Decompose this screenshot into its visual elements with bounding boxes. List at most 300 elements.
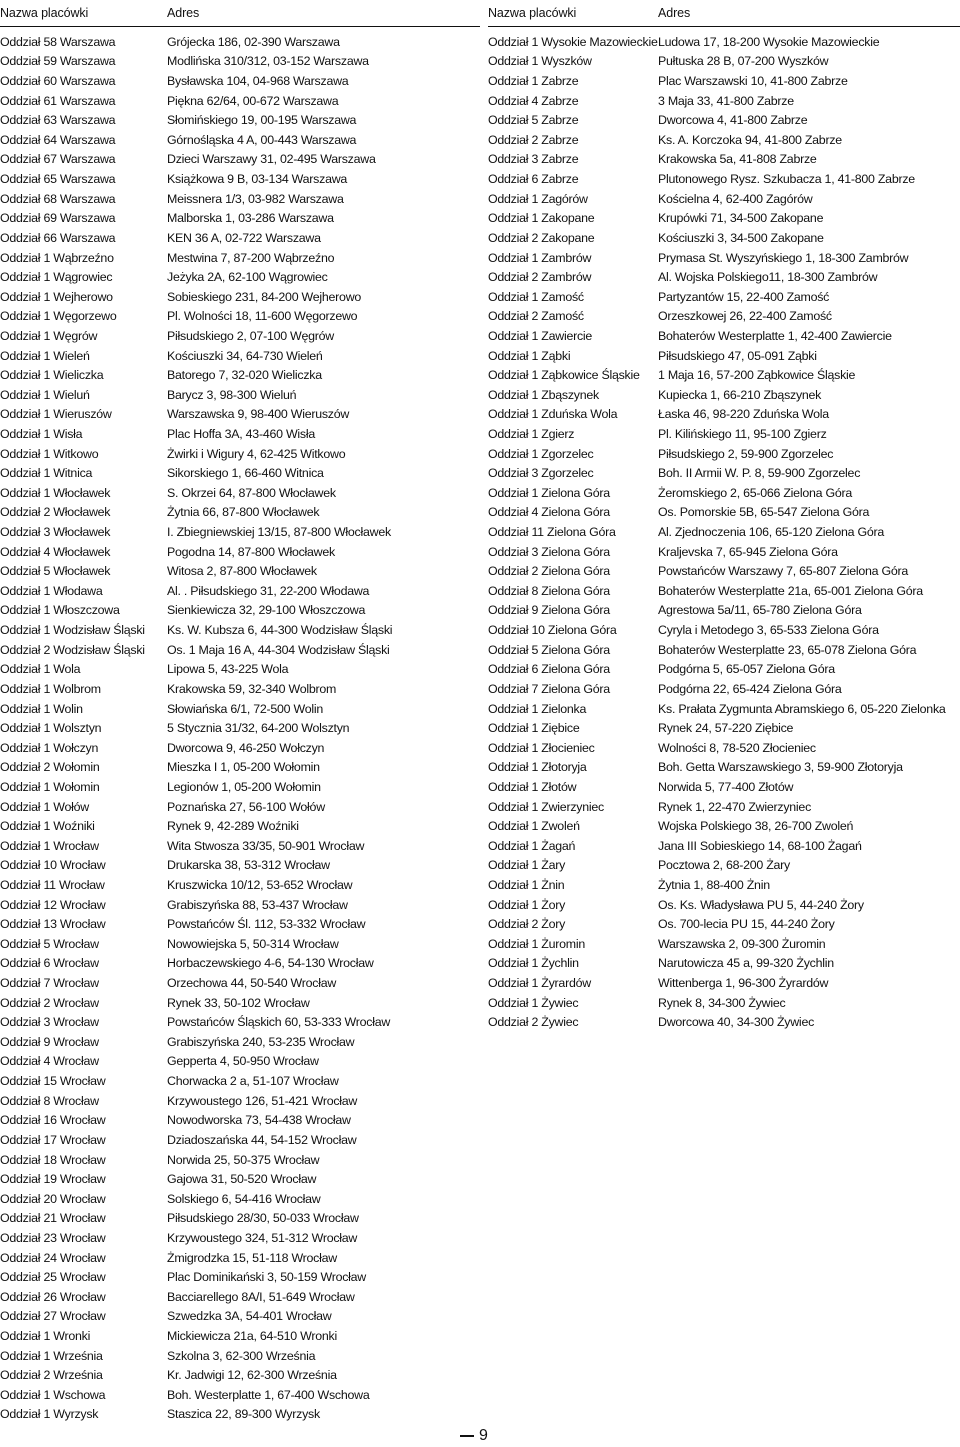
branch-address: Książkowa 9 B, 03-134 Warszawa xyxy=(167,172,348,187)
table-row xyxy=(0,1385,480,1405)
branch-address: Partyzantów 15, 22-400 Zamość xyxy=(658,289,830,304)
branch-address: Narutowicza 45 a, 99-320 Żychlin xyxy=(658,956,834,971)
table-row xyxy=(0,1267,480,1287)
branch-name: Oddział 2 Zabrze xyxy=(488,132,579,147)
table-row xyxy=(488,542,960,562)
table-row xyxy=(0,1189,480,1209)
branch-name: Oddział 24 Wrocław xyxy=(0,1250,106,1265)
branch-name: Oddział 1 Żory xyxy=(488,897,566,912)
table-row xyxy=(0,561,480,581)
branch-address: Podgórna 5, 65-057 Zielona Góra xyxy=(658,662,835,677)
branch-name: Oddział 1 Wronki xyxy=(0,1329,91,1344)
page-footer xyxy=(460,1427,488,1445)
branch-address: Pułtuska 28 B, 07-200 Wyszków xyxy=(658,54,829,69)
branch-address: Cyryla i Metodego 3, 65-533 Zielona Góra xyxy=(658,623,879,638)
branch-name: Oddział 13 Wrocław xyxy=(0,917,106,932)
branch-address: Agrestowa 5a/11, 65-780 Zielona Góra xyxy=(658,603,862,618)
branch-address: Gajowa 31, 50-520 Wrocław xyxy=(167,1172,317,1187)
branch-address: Norwida 25, 50-375 Wrocław xyxy=(167,1152,320,1167)
branch-address: Rynek 1, 22-470 Zwierzyniec xyxy=(658,799,812,814)
table-row xyxy=(488,444,960,464)
branch-address: Rynek 24, 57-220 Ziębice xyxy=(658,721,794,736)
branch-name: Oddział 3 Wrocław xyxy=(0,1015,99,1030)
table-row xyxy=(488,346,960,366)
table-row xyxy=(0,405,480,425)
branch-address: Batorego 7, 32-020 Wieliczka xyxy=(167,368,322,383)
branch-name: Oddział 10 Zielona Góra xyxy=(488,623,617,638)
branch-name: Oddział 1 Żychlin xyxy=(488,956,579,971)
branch-address: Kościelna 4, 62-400 Zagórów xyxy=(658,191,813,206)
footer-dash xyxy=(460,1435,474,1437)
table-row xyxy=(0,581,480,601)
branch-address: 5 Stycznia 31/32, 64-200 Wolsztyn xyxy=(167,721,350,736)
table-row xyxy=(0,424,480,444)
branch-address: Grabiszyńska 240, 53-235 Wrocław xyxy=(167,1034,355,1049)
branch-name: Oddział 1 Wieleń xyxy=(0,348,90,363)
table-row xyxy=(488,189,960,209)
branch-name: Oddział 1 Ząbkowice Śląskie xyxy=(488,368,640,383)
branch-name: Oddział 1 Woźniki xyxy=(0,819,95,834)
table-row xyxy=(488,856,960,876)
table-row xyxy=(0,326,480,346)
branch-name: Oddział 64 Warszawa xyxy=(0,132,116,147)
branch-address: Warszawska 2, 09-300 Żuromin xyxy=(658,936,826,951)
branch-address: Piłsudskiego 47, 05-091 Ząbki xyxy=(658,348,817,363)
right-table-body xyxy=(488,27,960,1032)
branch-address: Kr. Jadwigi 12, 62-300 Września xyxy=(167,1368,337,1383)
branch-name: Oddział 12 Wrocław xyxy=(0,897,106,912)
branch-address: Ks. Prałata Zygmunta Abramskiego 6, 05-220 Zielonka xyxy=(658,701,946,716)
branch-address: Sobieskiego 231, 84-200 Wejherowo xyxy=(167,289,362,304)
branch-name: Oddział 2 Wołomin xyxy=(0,760,100,775)
left-column xyxy=(0,0,480,1424)
branch-name: Oddział 1 Wieruszów xyxy=(0,407,112,422)
branch-address: Lipowa 5, 43-225 Wola xyxy=(167,662,289,677)
table-row xyxy=(0,914,480,934)
table-row xyxy=(0,483,480,503)
table-row xyxy=(488,993,960,1013)
branch-name: Oddział 63 Warszawa xyxy=(0,113,116,128)
branch-address: Kościuszki 3, 34-500 Zakopane xyxy=(658,230,824,245)
branch-name: Oddział 61 Warszawa xyxy=(0,93,116,108)
table-row xyxy=(488,150,960,170)
branch-address: Bysławska 104, 04-968 Warszawa xyxy=(167,74,349,89)
branch-address: Żeromskiego 2, 65-066 Zielona Góra xyxy=(658,485,852,500)
table-row xyxy=(488,836,960,856)
table-row xyxy=(488,581,960,601)
branch-name: Oddział 68 Warszawa xyxy=(0,191,116,206)
branch-name: Oddział 1 Wolin xyxy=(0,701,83,716)
branch-name: Oddział 1 Wrocław xyxy=(0,838,99,853)
table-row xyxy=(488,91,960,111)
table-row xyxy=(0,934,480,954)
branch-address: Bacciarellego 8A/I, 51-649 Wrocław xyxy=(167,1289,355,1304)
table-row xyxy=(0,52,480,72)
table-row xyxy=(0,777,480,797)
table-row xyxy=(488,248,960,268)
branch-name: Oddział 1 Żagań xyxy=(488,838,576,853)
table-row xyxy=(0,699,480,719)
table-row xyxy=(488,718,960,738)
branch-name: Oddział 1 Wodzisław Śląski xyxy=(0,623,145,638)
table-row xyxy=(0,110,480,130)
branch-address: Łaska 46, 98-220 Zduńska Wola xyxy=(658,407,829,422)
branch-name: Oddział 6 Wrocław xyxy=(0,956,99,971)
table-row xyxy=(488,32,960,52)
branch-name: Oddział 1 Wolbrom xyxy=(0,681,101,696)
table-row xyxy=(488,973,960,993)
table-row xyxy=(0,718,480,738)
branch-name: Oddział 1 Zakopane xyxy=(488,211,595,226)
branch-name: Oddział 1 Wysokie Mazowieckie xyxy=(488,34,658,49)
branch-address: Kraljevska 7, 65-945 Zielona Góra xyxy=(658,544,838,559)
branch-name: Oddział 1 Wyszków xyxy=(488,54,592,69)
branch-address: Witosa 2, 87-800 Włocławek xyxy=(167,564,317,579)
table-row xyxy=(488,777,960,797)
branch-name: Oddział 1 Włodawa xyxy=(0,583,103,598)
table-row xyxy=(488,424,960,444)
table-row xyxy=(488,522,960,542)
branch-name: Oddział 17 Wrocław xyxy=(0,1132,106,1147)
table-row xyxy=(0,1326,480,1346)
table-row xyxy=(0,738,480,758)
branch-address: Norwida 5, 77-400 Złotów xyxy=(658,779,794,794)
table-row xyxy=(488,267,960,287)
branch-name: Oddział 3 Włocławek xyxy=(0,525,111,540)
table-row xyxy=(0,973,480,993)
branch-address: Gepperta 4, 50-950 Wrocław xyxy=(167,1054,319,1069)
table-row xyxy=(0,542,480,562)
branch-name: Oddział 1 Węgrów xyxy=(0,328,98,343)
branch-name: Oddział 1 Wisła xyxy=(0,426,83,441)
branch-name: Oddział 1 Wieluń xyxy=(0,387,90,402)
branch-address: Górnośląska 4 A, 00-443 Warszawa xyxy=(167,132,357,147)
table-row xyxy=(488,463,960,483)
branch-address: Powstańców Śl. 112, 53-332 Wrocław xyxy=(167,917,366,932)
table-row xyxy=(0,189,480,209)
branch-address: Dzieci Warszawy 31, 02-495 Warszawa xyxy=(167,152,376,167)
branch-address: Szkolna 3, 62-300 Września xyxy=(167,1348,316,1363)
branch-address: Krzywoustego 126, 51-421 Wrocław xyxy=(167,1093,358,1108)
table-row xyxy=(0,503,480,523)
branch-address: Żmigrodzka 15, 51-118 Wrocław xyxy=(167,1250,337,1265)
branch-address: Krakowska 5a, 41-808 Zabrze xyxy=(658,152,817,167)
branch-name: Oddział 5 Zabrze xyxy=(488,113,579,128)
table-row xyxy=(0,169,480,189)
branch-name: Oddział 20 Wrocław xyxy=(0,1191,106,1206)
branch-address: Dworcowa 4, 41-800 Zabrze xyxy=(658,113,808,128)
branch-name: Oddział 1 Ziębice xyxy=(488,721,580,736)
branch-address: Barycz 3, 98-300 Wieluń xyxy=(167,387,297,402)
table-row xyxy=(0,385,480,405)
branch-address: Os. 1 Maja 16 A, 44-304 Wodzisław Śląski xyxy=(167,642,390,657)
table-row xyxy=(0,836,480,856)
table-row xyxy=(488,620,960,640)
branch-address: Mieszka I 1, 05-200 Wołomin xyxy=(167,760,320,775)
branch-name: Oddział 2 Zambrów xyxy=(488,270,592,285)
table-row xyxy=(488,110,960,130)
branch-address: I. Zbiegniewskiej 13/15, 87-800 Włocławek xyxy=(167,525,391,540)
branch-address: Al. . Piłsudskiego 31, 22-200 Włodawa xyxy=(167,583,370,598)
branch-name: Oddział 1 Złocieniec xyxy=(488,740,595,755)
branch-address: Ks. A. Korczoka 94, 41-800 Zabrze xyxy=(658,132,842,147)
table-row xyxy=(0,640,480,660)
table-row xyxy=(488,640,960,660)
table-row xyxy=(488,326,960,346)
branch-name: Oddział 1 Włocławek xyxy=(0,485,111,500)
branch-address: Mickiewicza 21a, 64-510 Wronki xyxy=(167,1329,337,1344)
branch-address: 3 Maja 33, 41-800 Zabrze xyxy=(658,93,794,108)
table-row xyxy=(488,914,960,934)
table-row xyxy=(488,1012,960,1032)
branch-name: Oddział 1 Złotoryja xyxy=(488,760,587,775)
branch-name: Oddział 1 Wyrzysk xyxy=(0,1407,99,1422)
table-row xyxy=(488,816,960,836)
branch-name: Oddział 1 Wolsztyn xyxy=(0,721,102,736)
table-row xyxy=(0,1071,480,1091)
table-row xyxy=(0,444,480,464)
table-row xyxy=(0,1287,480,1307)
branch-name: Oddział 1 Żywiec xyxy=(488,995,579,1010)
branch-address: Al. Wojska Polskiego11, 18-300 Zambrów xyxy=(658,270,878,285)
table-row xyxy=(0,1150,480,1170)
branch-address: Wojska Polskiego 38, 26-700 Zwoleń xyxy=(658,819,854,834)
branch-address: Os. Pomorskie 5B, 65-547 Zielona Góra xyxy=(658,505,870,520)
branch-address: Staszica 22, 89-300 Wyrzysk xyxy=(167,1407,320,1422)
branch-name: Oddział 6 Zabrze xyxy=(488,172,579,187)
branch-name: Oddział 2 Zakopane xyxy=(488,230,595,245)
branch-name: Oddział 60 Warszawa xyxy=(0,74,116,89)
branch-name: Oddział 27 Wrocław xyxy=(0,1309,106,1324)
table-row xyxy=(0,1405,480,1425)
branch-name: Oddział 26 Wrocław xyxy=(0,1289,106,1304)
branch-address: Jana III Sobieskiego 14, 68-100 Żagań xyxy=(658,838,862,853)
branch-name: Oddział 1 Wola xyxy=(0,662,81,677)
table-row xyxy=(488,895,960,915)
table-row xyxy=(0,1130,480,1150)
branch-address: Orzeszkowej 26, 22-400 Zamość xyxy=(658,309,832,324)
branch-name: Oddział 1 Wieliczka xyxy=(0,368,104,383)
table-row xyxy=(0,993,480,1013)
branch-address: Orzechowa 44, 50-540 Wrocław xyxy=(167,976,337,991)
branch-address: Nowowiejska 5, 50-314 Wrocław xyxy=(167,936,339,951)
branch-name: Oddział 1 Złotów xyxy=(488,779,577,794)
branch-name: Oddział 1 Zwoleń xyxy=(488,819,580,834)
branch-address: Plac Hoffa 3A, 43-460 Wisła xyxy=(167,426,315,441)
branch-address: Warszawska 9, 98-400 Wieruszów xyxy=(167,407,350,422)
branch-address: Podgórna 22, 65-424 Zielona Góra xyxy=(658,681,842,696)
branch-name: Oddział 1 Ząbki xyxy=(488,348,571,363)
branch-address: Krupówki 71, 34-500 Zakopane xyxy=(658,211,824,226)
branch-name: Oddział 3 Zielona Góra xyxy=(488,544,610,559)
branch-address: Pl. Wolności 18, 11-600 Węgorzewo xyxy=(167,309,358,324)
table-row xyxy=(488,169,960,189)
branch-name: Oddział 1 Zambrów xyxy=(488,250,592,265)
table-row xyxy=(0,522,480,542)
branch-address: 1 Maja 16, 57-200 Ząbkowice Śląskie xyxy=(658,368,856,383)
branch-address: Słowiańska 6/1, 72-500 Wolin xyxy=(167,701,324,716)
branch-address: S. Okrzei 64, 87-800 Włocławek xyxy=(167,485,336,500)
table-row xyxy=(0,248,480,268)
branch-address: Grójecka 186, 02-390 Warszawa xyxy=(167,34,340,49)
branch-name: Oddział 65 Warszawa xyxy=(0,172,116,187)
branch-name: Oddział 2 Zielona Góra xyxy=(488,564,610,579)
table-row xyxy=(0,1228,480,1248)
branch-name: Oddział 1 Wejherowo xyxy=(0,289,113,304)
branch-name: Oddział 9 Zielona Góra xyxy=(488,603,610,618)
branch-name: Oddział 1 Zgierz xyxy=(488,426,575,441)
branch-name: Oddział 4 Wrocław xyxy=(0,1054,99,1069)
branch-address: Mestwina 7, 87-200 Wąbrzeźno xyxy=(167,250,335,265)
branch-address: Wolności 8, 78-520 Złocieniec xyxy=(658,740,816,755)
branch-address: Nowodworska 73, 54-438 Wrocław xyxy=(167,1113,351,1128)
branch-name: Oddział 1 Zabrze xyxy=(488,74,579,89)
right-column xyxy=(488,0,960,1032)
branch-address: Meissnera 1/3, 03-982 Warszawa xyxy=(167,191,344,206)
branch-address: Al. Zjednoczenia 106, 65-120 Zielona Góra xyxy=(658,525,885,540)
table-row xyxy=(488,405,960,425)
table-row xyxy=(488,601,960,621)
branch-address: Powstańców Śląskich 60, 53-333 Wrocław xyxy=(167,1015,391,1030)
branch-address: Dworcowa 9, 46-250 Wołczyn xyxy=(167,740,325,755)
table-row xyxy=(0,1012,480,1032)
branch-name: Oddział 9 Wrocław xyxy=(0,1034,99,1049)
table-row xyxy=(488,52,960,72)
branch-address: Plutonowego Rysz. Szkubacza 1, 41-800 Zabrze xyxy=(658,172,915,187)
branch-address: Solskiego 6, 54-416 Wrocław xyxy=(167,1191,321,1206)
branch-address: Piłsudskiego 28/30, 50-033 Wrocław xyxy=(167,1211,359,1226)
table-row xyxy=(0,679,480,699)
branch-name: Oddział 1 Wołów xyxy=(0,799,89,814)
table-row xyxy=(488,699,960,719)
branch-name: Oddział 11 Wrocław xyxy=(0,878,105,892)
branch-address: Os. Ks. Władysława PU 5, 44-240 Żory xyxy=(658,897,864,912)
branch-address: Dworcowa 40, 34-300 Żywiec xyxy=(658,1015,815,1030)
branch-address: Rynek 9, 42-289 Woźniki xyxy=(167,819,299,834)
branch-name: Oddział 11 Zielona Góra xyxy=(488,525,616,540)
table-row xyxy=(0,816,480,836)
header-name: Nazwa placówki xyxy=(488,6,577,20)
table-row xyxy=(488,365,960,385)
branch-address: Dziadoszańska 44, 54-152 Wrocław xyxy=(167,1132,357,1147)
branch-address: Rynek 8, 34-300 Żywiec xyxy=(658,995,786,1010)
table-row xyxy=(488,679,960,699)
branch-name: Oddział 2 Żywiec xyxy=(488,1015,579,1030)
branch-name: Oddział 1 Żyrardów xyxy=(488,976,591,991)
branch-address: KEN 36 A, 02-722 Warszawa xyxy=(167,230,321,245)
header-address: Adres xyxy=(167,6,200,20)
branch-address: Legionów 1, 05-200 Wołomin xyxy=(167,779,321,794)
branch-name: Oddział 1 Zawiercie xyxy=(488,328,593,343)
table-row xyxy=(488,797,960,817)
branch-address: Grabiszyńska 88, 53-437 Wrocław xyxy=(167,897,348,912)
right-table-header xyxy=(488,0,960,27)
branch-name: Oddział 6 Zielona Góra xyxy=(488,662,610,677)
branch-name: Oddział 1 Zielona Góra xyxy=(488,485,610,500)
branch-name: Oddział 1 Wołczyn xyxy=(0,740,99,755)
branch-name: Oddział 1 Wschowa xyxy=(0,1387,106,1402)
table-row xyxy=(0,856,480,876)
branch-name: Oddział 1 Wołomin xyxy=(0,779,100,794)
table-row xyxy=(0,758,480,778)
table-row xyxy=(488,875,960,895)
branch-address: Jeżyka 2A, 62-100 Wągrowiec xyxy=(167,270,328,285)
branch-name: Oddział 1 Żnin xyxy=(488,878,565,892)
branch-address: Pl. Kilińskiego 11, 95-100 Zgierz xyxy=(658,426,827,441)
table-row xyxy=(0,1111,480,1131)
table-row xyxy=(0,91,480,111)
branch-name: Oddział 16 Wrocław xyxy=(0,1113,106,1128)
branch-address: Słomińskiego 19, 00-195 Warszawa xyxy=(167,113,357,128)
branch-name: Oddział 1 Witkowo xyxy=(0,446,99,461)
branch-name: Oddział 1 Września xyxy=(0,1348,103,1363)
left-table-body xyxy=(0,27,480,1424)
table-row xyxy=(0,601,480,621)
table-row xyxy=(488,738,960,758)
table-row xyxy=(0,1091,480,1111)
table-row xyxy=(488,483,960,503)
branch-name: Oddział 69 Warszawa xyxy=(0,211,116,226)
table-row xyxy=(0,1346,480,1366)
branch-address: Plac Dominikański 3, 50-159 Wrocław xyxy=(167,1270,366,1285)
table-row xyxy=(488,561,960,581)
header-name: Nazwa placówki xyxy=(0,6,89,20)
branch-address: Ludowa 17, 18-200 Wysokie Mazowieckie xyxy=(658,34,880,49)
branch-name: Oddział 5 Włocławek xyxy=(0,564,111,579)
table-row xyxy=(488,71,960,91)
table-row xyxy=(488,758,960,778)
branch-name: Oddział 1 Zielonka xyxy=(488,701,587,716)
branch-address: Horbaczewskiego 4-6, 54-130 Wrocław xyxy=(167,956,374,971)
table-row xyxy=(0,1209,480,1229)
table-row xyxy=(0,228,480,248)
table-row xyxy=(488,307,960,327)
branch-name: Oddział 23 Wrocław xyxy=(0,1230,106,1245)
branch-name: Oddział 15 Wrocław xyxy=(0,1074,106,1089)
branch-name: Oddział 1 Żuromin xyxy=(488,936,585,951)
table-row xyxy=(0,895,480,915)
branch-address: Bohaterów Westerplatte 23, 65-078 Zielona Góra xyxy=(658,642,917,657)
branch-address: Bohaterów Westerplatte 21a, 65-001 Zielona Góra xyxy=(658,583,923,598)
branch-address: Wita Stwosza 33/35, 50-901 Wrocław xyxy=(167,838,365,853)
branch-address: Powstańców Warszawy 7, 65-807 Zielona Góra xyxy=(658,564,909,579)
branch-address: Żytnia 1, 88-400 Żnin xyxy=(658,878,770,892)
branch-address: Bohaterów Westerplatte 1, 42-400 Zawiercie xyxy=(658,328,892,343)
table-row xyxy=(0,287,480,307)
branch-address: Boh. Westerplatte 1, 67-400 Wschowa xyxy=(167,1387,370,1402)
table-row xyxy=(0,267,480,287)
branch-name: Oddział 2 Włocławek xyxy=(0,505,111,520)
branch-name: Oddział 1 Węgorzewo xyxy=(0,309,117,324)
table-row xyxy=(0,365,480,385)
table-row xyxy=(0,1248,480,1268)
branch-name: Oddział 1 Zwierzyniec xyxy=(488,799,604,814)
table-row xyxy=(0,954,480,974)
left-table-header xyxy=(0,0,480,27)
table-row xyxy=(0,875,480,895)
branch-address: Drukarska 38, 53-312 Wrocław xyxy=(167,858,330,873)
branch-address: Prymasa St. Wyszyńskiego 1, 18-300 Zambrów xyxy=(658,250,909,265)
table-row xyxy=(0,1169,480,1189)
branch-address: Pocztowa 2, 68-200 Żary xyxy=(658,858,790,873)
branch-address: Sikorskiego 1, 66-460 Witnica xyxy=(167,466,324,481)
branch-name: Oddział 5 Zielona Góra xyxy=(488,642,610,657)
branch-address: Boh. Getta Warszawskiego 3, 59-900 Złotoryja xyxy=(658,760,903,775)
branch-address: Krzywoustego 324, 51-312 Wrocław xyxy=(167,1230,358,1245)
table-row xyxy=(488,503,960,523)
branch-address: Szwedzka 3A, 54-401 Wrocław xyxy=(167,1309,332,1324)
branch-name: Oddział 8 Zielona Góra xyxy=(488,583,610,598)
